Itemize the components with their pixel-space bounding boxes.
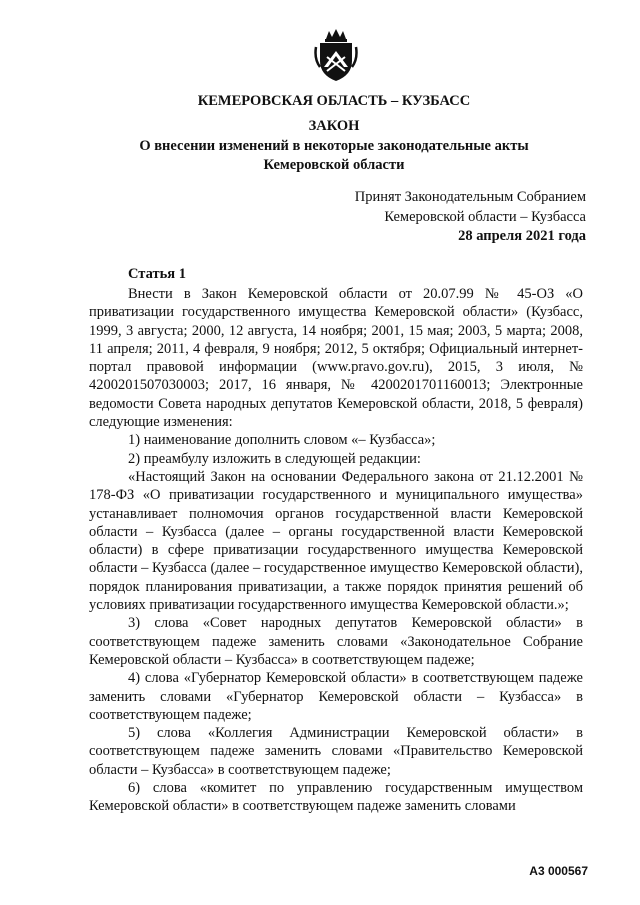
document-type: ЗАКОН [308, 118, 360, 134]
adoption-date: 28 апреля 2021 года [458, 228, 586, 244]
article-body [89, 285, 583, 816]
law-title-line-2: Кемеровской области [263, 157, 405, 173]
law-title-line-1: О внесении изменений в некоторые законодательные акты [139, 138, 529, 154]
region-title: КЕМЕРОВСКАЯ ОБЛАСТЬ – КУЗБАСС [197, 93, 471, 109]
coat-of-arms-icon [314, 27, 358, 83]
article-paragraph: 1) наименование дополнить словом «– Кузбасса»; [128, 432, 436, 449]
article-paragraph: «Настоящий Закон на основании Федерального закона от 21.12.2001 № 178-ФЗ «О приватизации государственного и муниципального имущества» устанавливает полномочия органов государственной власти Кемеровской области – Кузбасса (далее – органы государственной власти Кемеровской области) в сфере приватизации государственного имущества Кемеровской области – Кузбасса (далее – государственное имущество Кемеровской области), порядок планирования приватизации, а также порядок принятия решений об условиях приватизации государственного имущества Кемеровской области.»; [89, 468, 583, 614]
article-paragraph: 4) слова «Губернатор Кемеровской области» в соответствующем падеже заменить словами «Губернатор Кемеровской области – Кузбасса» в соответствующем падеже; [89, 670, 583, 723]
adoption-line-2: Кемеровской области – Кузбасса [384, 208, 586, 225]
article-paragraph: 2) преамбулу изложить в следующей редакции: [128, 450, 421, 467]
law-title [14, 137, 640, 175]
article-paragraph: Внести в Закон Кемеровской области от 20.07.99 № 45-ОЗ «О приватизации государственного имущества Кемеровской области» (Кузбасс, 1999, 3 августа; 2000, 12 августа, 14 ноября; 2001, 15 мая; 2003, 5 марта; 2008, 11 апреля; 2011, 4 февраля, 9 ноября; 2012, 5 октября; Официальный интернет-портал правовой информации (www.pravo.gov.ru), 2015, 3 июля, № 4200201507030003; 2017, 16 января, № 4200201701160013; Электронные ведомости Совета народных депутатов Кемеровской области, 2018, 5 февраля) следующие изменения: [89, 286, 583, 431]
article-paragraph: 6) слова «комитет по управлению государственным имуществом Кемеровской области» в соответствующем падеже заменить словами [89, 780, 583, 815]
sheet-number: А3 000567 [529, 864, 588, 878]
article-paragraph: 3) слова «Совет народных депутатов Кемеровской области» в соответствующем падеже заменить словами «Законодательное Собрание Кемеровской области – Кузбасса» в соответствующем падеже; [89, 615, 583, 668]
adoption-line-1: Принят Законодательным Собранием [354, 189, 586, 205]
article-title: Статья 1 [128, 266, 186, 282]
adoption-block [355, 188, 586, 247]
article-paragraph: 5) слова «Коллегия Администрации Кемеровской области» в соответствующем падеже заменить словами «Правительство Кемеровской области – Кузбасса» в соответствующем падеже; [89, 725, 583, 778]
